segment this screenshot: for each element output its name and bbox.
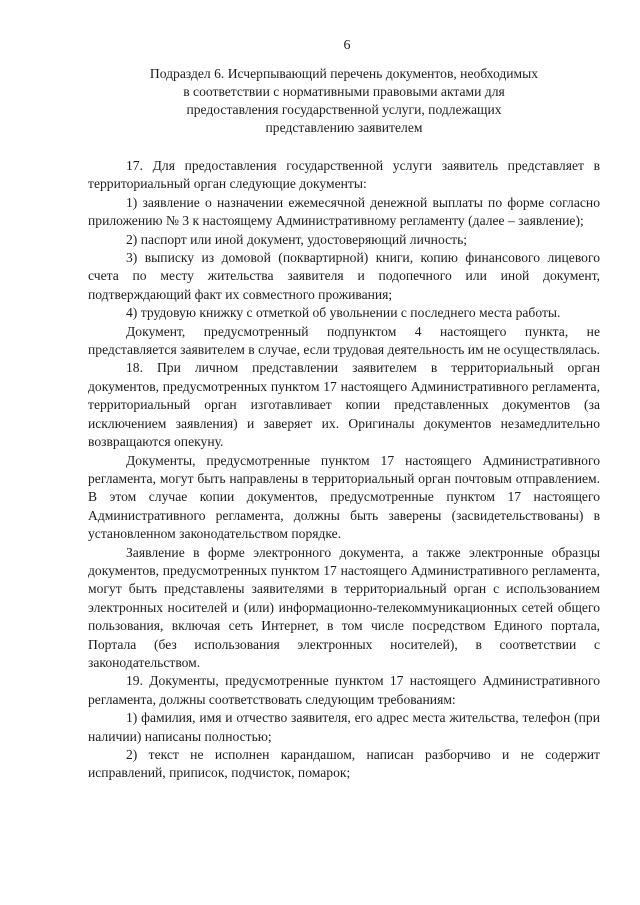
document-body (88, 157, 600, 783)
list-item-19-1: 1) фамилия, имя и отчество заявителя, его адрес места жительства, телефон (при наличии) написаны полностью; (88, 710, 600, 744)
list-item-19-2: 2) текст не исполнен карандашом, написан разборчиво и не содержит исправлений, приписок, подчисток, помарок; (88, 747, 600, 781)
subsection-heading (88, 65, 600, 137)
list-item-17-2: 2) паспорт или иной документ, удостоверяющий личность; (126, 231, 468, 247)
paragraph-19: 19. Документы, предусмотренные пунктом 17 настоящего Административного регламента, должны соответствовать следующим требованиям: (88, 673, 600, 707)
paragraph-18: 18. При личном представлении заявителем в территориальный орган документов, предусмотренных пунктом 17 настоящего Административного регламента, территориальный орган изготавливает копии представленных документов (за исключением заявления) и заверяет их. Оригиналы документов незамедлительно возвращаются опекуну. (88, 360, 600, 450)
list-item-17-4: 4) трудовую книжку с отметкой об увольнении с последнего места работы. (126, 305, 561, 321)
page-number: 6 (343, 38, 351, 53)
paragraph-note: Документ, предусмотренный подпунктом 4 настоящего пункта, не представляется заявителем в случае, если трудовая деятельность им не осуществлялась. (88, 323, 601, 358)
heading-line: представлению заявителем (265, 120, 423, 135)
paragraph-electronic: Заявление в форме электронного документа, а также электронные образцы документов, предусмотренных пунктом 17 настоящего Административного регламента, могут быть представлены заявителями в территориальный орган с использованием электронных носителей и (или) информационно-телекоммуникационных сетей общего пользования, включая сеть Интернет, в том числе посредством Единого портала, Портала (без использования электронных носителей), в соответствии с законодательством. (88, 544, 600, 670)
heading-line: в соответствии с нормативными правовыми актами для (183, 84, 505, 99)
paragraph-mail: Документы, предусмотренные пунктом 17 настоящего Административного регламента, могут быть направлены в территориальный орган почтовым отправлением. В этом случае копии документов, предусмотренные пунктом 17 настоящего Административного регламента, должны быть заверены (засвидетельствованы) в установленном законодательством порядке. (88, 452, 600, 542)
list-item-17-3: 3) выписку из домовой (поквартирной) книги, копию финансового лицевого счета по месту жительства заявителя и подопечного или иной документ, подтверждающий факт их совместного проживания; (88, 250, 600, 302)
list-item-17-1: 1) заявление о назначении ежемесячной денежной выплаты по форме согласно приложению № 3 к настоящему Административному регламенту (далее – заявление); (88, 194, 600, 229)
paragraph-17: 17. Для предоставления государственной услуги заявитель представляет в территориальный орган следующие документы: (88, 158, 600, 192)
heading-line: Подраздел 6. Исчерпывающий перечень документов, необходимых (149, 66, 539, 81)
heading-line: предоставления государственной услуги, подлежащих (186, 102, 502, 117)
